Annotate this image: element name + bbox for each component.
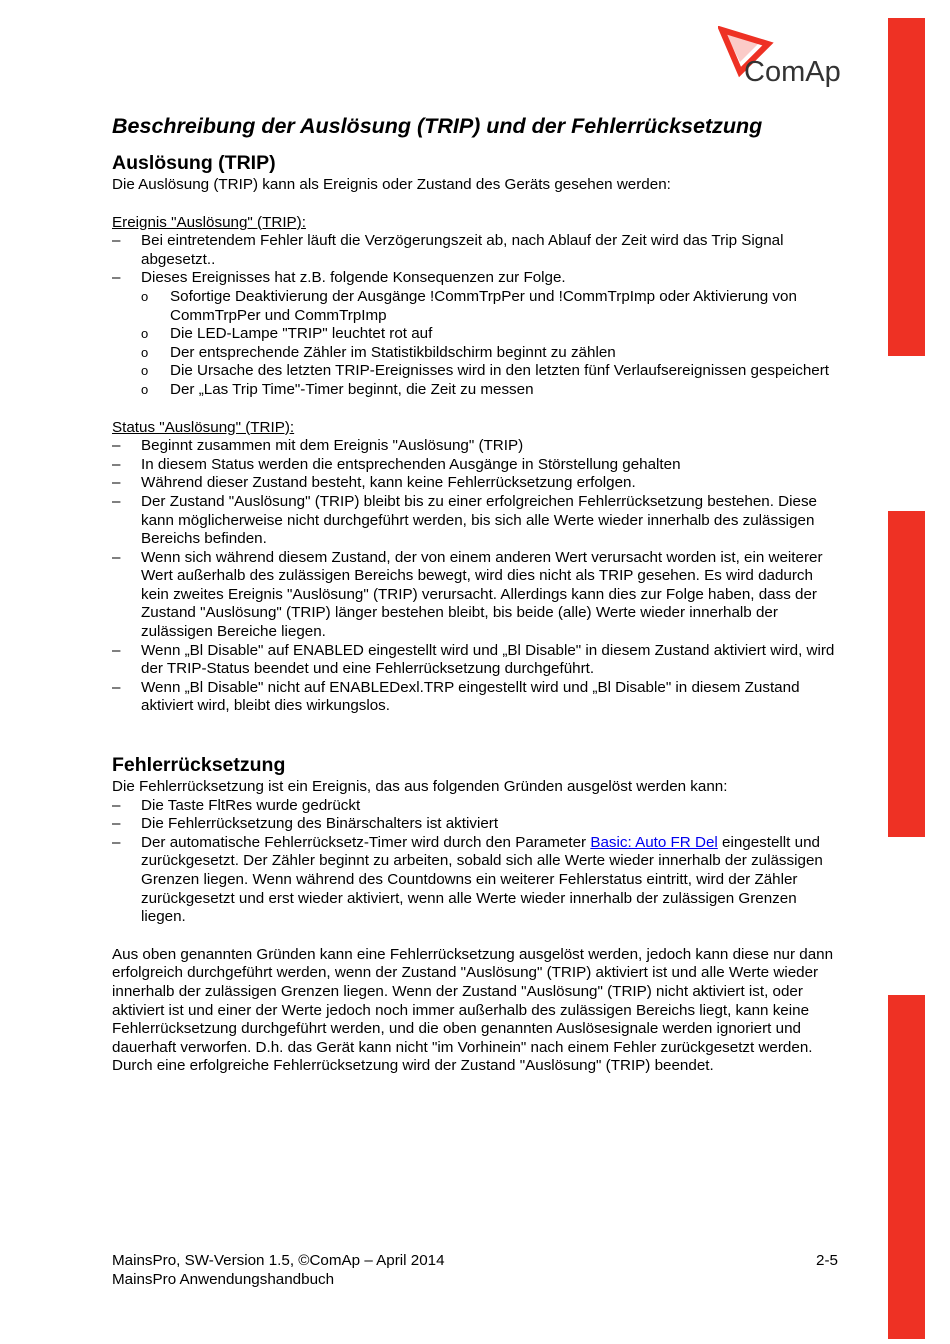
footer-line-1: MainsPro, SW-Version 1.5, ©ComAp – April 2014 [112, 1252, 445, 1269]
reset-paragraph: Aus oben genannten Gründen kann eine Fehlerrücksetzung ausgelöst werden, jedoch kann diese nur dann erfolgreich durchgeführt werden, wenn der Zustand "Auslösung" (TRIP) aktiviert ist und alle Werte wieder innerhalb der zulässigen Grenzen liegen. Wenn der Zustand "Auslösung" (TRIP) nicht aktiviert ist, oder aktiviert ist und einer der Werte jedoch noch immer außerhalb des zulässigen Bereichs liegt, kann keine Fehlerrücksetzung durchgeführt werden, und die oben genannten Auslösesignale werden ignoriert und dauerhaft verworfen. D.h. das Gerät kann nicht "im Vorhinein" nach einem Fehler zurückgesetzt werden. [112, 945, 834, 1056]
reset-conclusion: Durch eine erfolgreiche Fehlerrücksetzung wird der Zustand "Auslösung" (TRIP) beendet. [112, 1057, 714, 1075]
side-bar-top [888, 18, 925, 356]
list-item: o Sofortige Deaktivierung der Ausgänge !CommTrpPer und !CommTrpImp oder Aktivierung von CommTrpPer und CommTrpImp [141, 288, 840, 325]
list-item: – Wenn „Bl Disable" auf ENABLED eingestellt wird und „Bl Disable" in diesem Zustand aktiviert wird, wird der TRIP-Status beendet und eine Fehlerrücksetzung durchgeführt. [112, 642, 840, 679]
reset-list [112, 797, 840, 927]
list-item-text: eingestellt und zurückgesetzt. Der Zähler beginnt zu arbeiten, sobald sich alle Werte wieder innerhalb der zulässigen Grenzen liegen. Wenn während des Countdowns ein weiterer Fehlerstatus eintritt, wird der Zähler zurückgesetzt und erst wieder aktiviert, wenn alle Werte wieder innerhalb der zulässigen Grenzen liegen. [141, 833, 823, 926]
list-item: – Wenn sich während diesem Zustand, der von einem anderen Wert verursacht worden ist, ein weiterer Wert außerhalb des zulässigen Bereichs bewegt, wird dies nicht als TRIP gesehen. Es wird dadurch kein zweites Ereignis "Auslösung" (TRIP) verursacht. Allerdings kann dies zur Folge haben, dass der Zustand "Auslösung" (TRIP) länger bestehen bleibt, bis beide (alle) Werte wieder innerhalb der zulässigen Bereiche liegen. [112, 549, 840, 642]
list-item: – Während dieser Zustand besteht, kann keine Fehlerrücksetzung erfolgen. [112, 474, 840, 493]
list-item-text: Der automatische Fehlerrücksetz-Timer wird durch den Parameter [141, 833, 591, 851]
footer-line-2: MainsPro Anwendungshandbuch [112, 1270, 335, 1288]
section-heading-trip: Auslösung (TRIP) [112, 152, 276, 174]
list-item: – Bei eintretendem Fehler läuft die Verzögerungszeit ab, nach Ablauf der Zeit wird das Trip Signal abgesetzt.. [112, 232, 840, 269]
list-item: – Der Zustand "Auslösung" (TRIP) bleibt bis zu einer erfolgreichen Fehlerrücksetzung bestehen. Diese kann möglicherweise nicht durchgeführt werden, bis sich alle Werte wieder innerhalb des zulässigen Bereichs befinden. [112, 493, 840, 549]
list-item: o Die LED-Lampe "TRIP" leuchtet rot auf [141, 325, 840, 344]
list-item: – Beginnt zusammen mit dem Ereignis "Auslösung" (TRIP) [112, 437, 840, 456]
document-content [112, 112, 840, 1076]
event-list [112, 232, 840, 288]
list-item: – Die Taste FltRes wurde gedrückt [112, 797, 840, 816]
section-intro-trip: Die Auslösung (TRIP) kann als Ereignis oder Zustand des Geräts gesehen werden: [112, 176, 671, 193]
auto-fr-del-link[interactable]: Basic: Auto FR Del [590, 833, 718, 851]
side-bar-bottom [888, 995, 925, 1339]
list-item: o Der „Las Trip Time"-Timer beginnt, die Zeit zu messen [141, 381, 840, 400]
list-item: o Die Ursache des letzten TRIP-Ereignisses wird in den letzten fünf Verlaufsereignissen gespeichert [141, 362, 840, 381]
list-item: o Der entsprechende Zähler im Statistikbildschirm beginnt zu zählen [141, 344, 840, 363]
comap-logo-text: ComAp [744, 56, 841, 88]
event-label: Ereignis "Auslösung" (TRIP): [112, 213, 306, 231]
status-list [112, 437, 840, 716]
event-sublist [112, 288, 840, 400]
list-item: – In diesem Status werden die entsprechenden Ausgänge in Störstellung gehalten [112, 456, 840, 475]
list-item: – Die Fehlerrücksetzung des Binärschalters ist aktiviert [112, 815, 840, 834]
list-item [112, 834, 840, 927]
status-label: Status "Auslösung" (TRIP): [112, 418, 295, 436]
section-intro-reset: Die Fehlerrücksetzung ist ein Ereignis, das aus folgenden Gründen ausgelöst werden kann: [112, 778, 728, 796]
list-item: – Dieses Ereignisses hat z.B. folgende Konsequenzen zur Folge. [112, 269, 840, 288]
list-item: – Wenn „Bl Disable" nicht auf ENABLEDexl.TRP eingestellt wird und „Bl Disable" in diesem Zustand aktiviert wird, bleibt dies wirkungslos. [112, 679, 840, 716]
document-title: Beschreibung der Auslösung (TRIP) und der Fehlerrücksetzung [112, 114, 763, 138]
section-heading-reset: Fehlerrücksetzung [112, 754, 286, 777]
page-number: 2-5 [816, 1252, 838, 1269]
page-footer [112, 1252, 838, 1289]
side-bar-middle [888, 511, 925, 837]
